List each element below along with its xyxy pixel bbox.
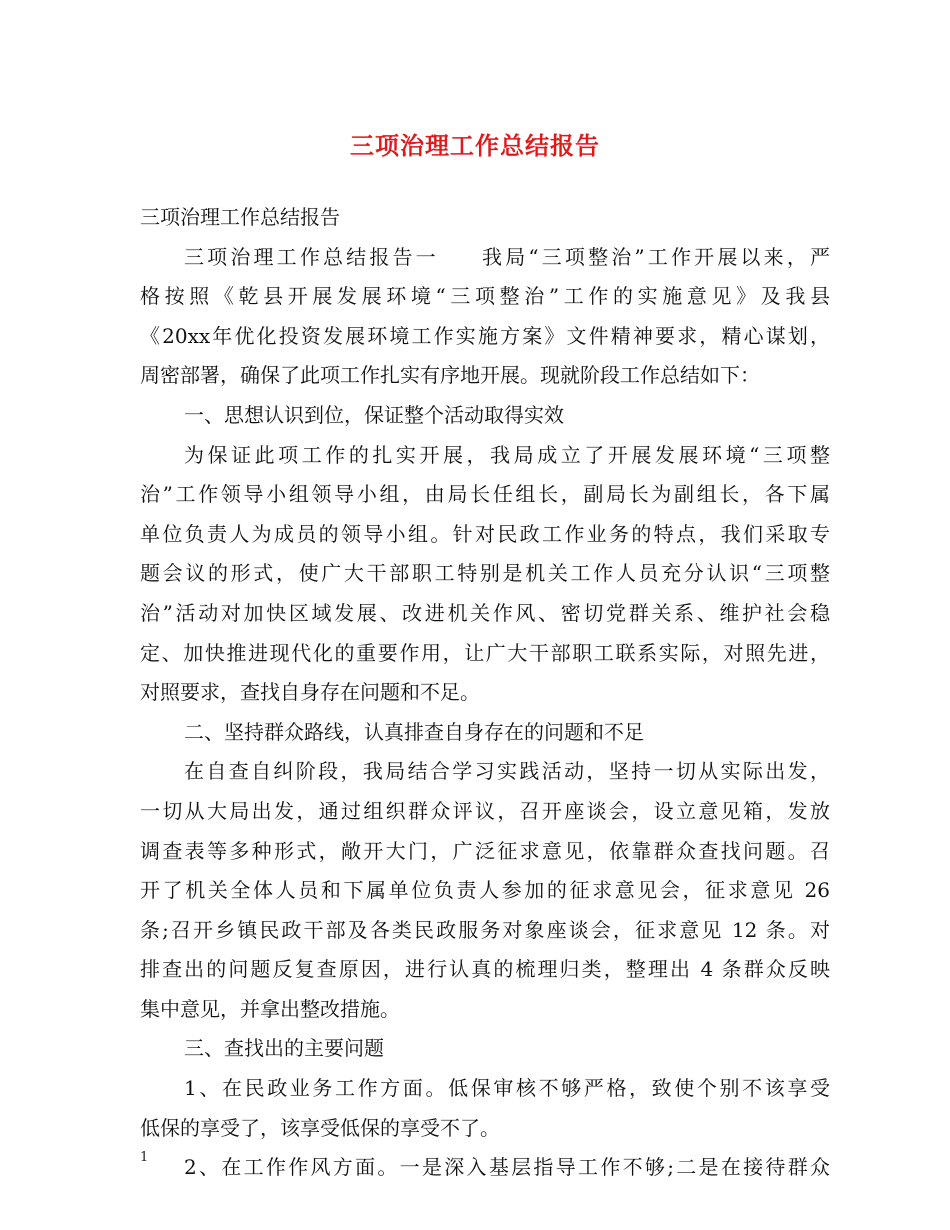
paragraph-line: 排查出的问题反复查原因，进行认真的梳理归类，整理出 4 条群众反映 [140,957,830,982]
paragraph-line: 治”活动对加快区域发展、改进机关作风、密切党群关系、维护社会稳 [140,600,830,625]
document-title: 三项治理工作总结报告 [350,131,600,160]
section-heading-3: 三、查找出的主要问题 [184,1036,384,1061]
document-subtitle: 三项治理工作总结报告 [140,205,340,229]
paragraph-line: 《20xx年优化投资发展环境工作实施方案》文件精神要求，精心谋划， [140,323,830,348]
paragraph-line: 开了机关全体人员和下属单位负责人参加的征求意见会，征求意见 26 [140,878,830,903]
paragraph-line: 定、加快推进现代化的重要作用，让广大干部职工联系实际，对照先进， [140,640,830,665]
paragraph-line: 治”工作领导小组领导小组，由局长任组长，副局长为副组长，各下属 [140,482,830,507]
section-heading-1: 一、思想认识到位，保证整个活动取得实效 [184,402,564,427]
intro-paragraph-line [140,238,830,278]
paragraph-line: 低保的享受了，该享受低保的享受不了。 [140,1115,500,1140]
page-number: 1 [140,1150,149,1165]
paragraph-line: 调查表等多种形式，敞开大门，广泛征求意见，依靠群众查找问题。召 [140,838,830,863]
paragraph-line: 1、在民政业务工作方面。低保审核不够严格，致使个别不该享受 [184,1076,830,1101]
paragraph-line: 条;召开乡镇民政干部及各类民政服务对象座谈会，征求意见 12 条。对 [140,917,830,942]
section-heading-2: 二、坚持群众路线，认真排查自身存在的问题和不足 [184,719,644,744]
paragraph-line: 单位负责人为成员的领导小组。针对民政工作业务的特点，我们采取专 [140,521,830,546]
paragraph-line: 周密部署，确保了此项工作扎实有序地开展。现就阶段工作总结如下： [140,363,760,388]
paragraph-line: 为保证此项工作的扎实开展，我局成立了开展发展环境“三项整 [184,442,830,467]
paragraph-line: 题会议的形式，使广大干部职工特别是机关工作人员充分认识“三项整 [140,561,830,586]
paragraph-line: 2、在工作作风方面。一是深入基层指导工作不够;二是在接待群众 [184,1155,830,1180]
paragraph-line: 格按照《乾县开展发展环境“三项整治”工作的实施意见》及我县 [140,284,830,309]
document-body [140,198,830,1188]
paragraph-line: 集中意见，并拿出整改措施。 [140,996,400,1021]
intro-text: 我局“三项整治”工作开展以来，严 [478,244,831,269]
paragraph-line: 对照要求，查找自身存在问题和不足。 [140,680,480,705]
paragraph-line: 在自查自纠阶段，我局结合学习实践活动，坚持一切从实际出发， [184,759,830,784]
paragraph-line: 一切从大局出发，通过组织群众评议，召开座谈会，设立意见箱，发放 [140,798,830,823]
intro-heading: 三项治理工作总结报告一 [184,244,439,269]
